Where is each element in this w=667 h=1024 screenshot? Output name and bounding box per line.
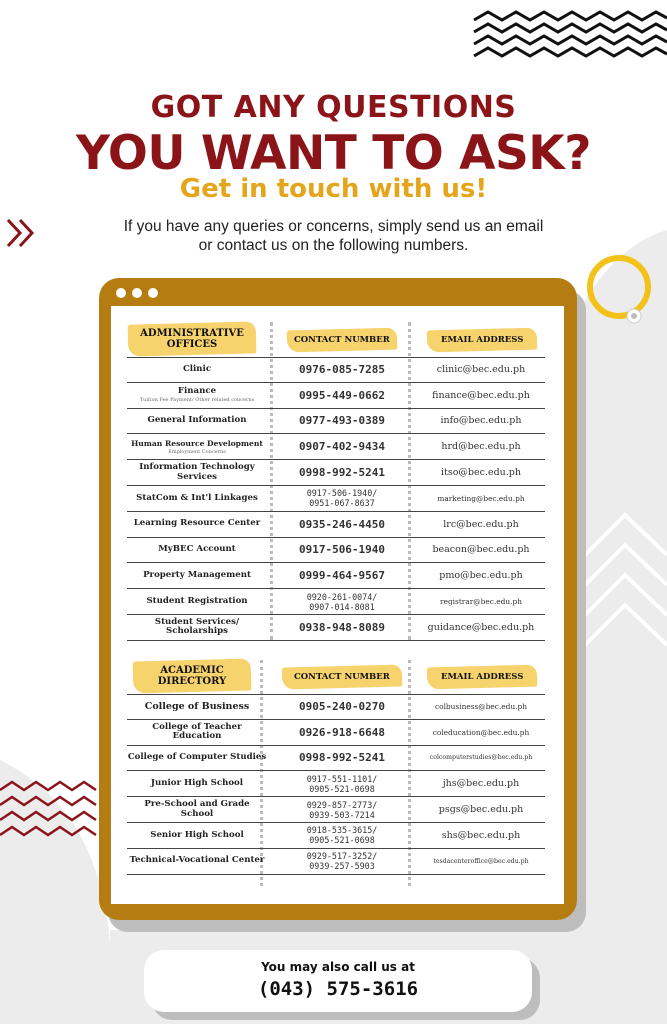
main-phone-number[interactable]: (043) 575-3616 [257,978,419,1000]
office-name: StatCom & Int'l Linkages [136,492,258,503]
academic-header-row [127,658,545,694]
table-row [127,357,545,383]
phone-number[interactable]: 0917-506-1940 [298,543,386,557]
phone-number[interactable]: 0929-517-3252/ 0939-257-5903 [306,851,378,872]
table-row [127,486,545,512]
table-row [127,694,545,720]
phone-number[interactable]: 0995-449-0662 [298,388,386,402]
email-address[interactable]: colbusiness@bec.edu.ph [434,702,527,712]
table-row [127,383,545,409]
department-name: Technical-Vocational Center [129,855,265,866]
call-us-box [144,950,532,1012]
admin-email-header: EMAIL ADDRESS [427,328,538,353]
office-name: Student Services/ Scholarships [154,616,240,637]
table-row [127,823,545,849]
office-name: Information Technology Services [139,462,255,482]
department-name: Senior High School [150,829,244,840]
phone-number[interactable]: 0999-464-9567 [298,569,386,583]
table-row [127,563,545,589]
email-address[interactable]: clinic@bec.edu.ph [436,364,526,376]
administrative-offices-section [127,321,545,641]
table-row [127,434,545,460]
table-row [127,746,545,772]
office-name: Clinic [182,364,212,375]
email-address[interactable]: info@bec.edu.ph [440,415,522,427]
admin-contact-header: CONTACT NUMBER [287,328,398,353]
email-address[interactable]: hrd@bec.edu.ph [441,441,521,453]
admin-header-row [127,321,545,357]
admin-office-header: ADMINISTRATIVE OFFICES [127,321,257,357]
office-name: Learning Resource Center [133,518,261,529]
email-address[interactable]: itso@bec.edu.ph [440,467,522,479]
phone-number[interactable]: 0917-506-1940/ 0951-067-8637 [306,488,378,509]
headline-line-3: Get in touch with us! [179,174,488,204]
table-row [127,512,545,538]
office-name: MyBEC Account [158,544,236,555]
table-row [127,720,545,746]
phone-number[interactable]: 0998-992-5241 [298,466,386,480]
phone-number[interactable]: 0920-261-0074/ 0907-014-8081 [306,591,378,612]
email-address[interactable]: lrc@bec.edu.ph [443,518,519,530]
office-name: General Information [147,415,247,426]
office-name: Human Resource Development Employment Concerns [131,439,263,455]
academic-email-header: EMAIL ADDRESS [427,665,538,690]
email-address[interactable]: marketing@bec.edu.ph [437,493,525,503]
email-address[interactable]: psgs@bec.edu.ph [438,804,524,816]
phone-number[interactable]: 0935-246-4450 [298,517,386,531]
academic-office-header: ACADEMIC DIRECTORY [127,658,257,694]
email-address[interactable]: jhs@bec.edu.ph [442,778,520,790]
email-address[interactable]: beacon@bec.edu.ph [432,544,530,556]
table-row [127,797,545,823]
department-name: College of Teacher Education [152,721,242,742]
table-row [127,615,545,641]
department-name: Junior High School [150,778,244,789]
phone-number[interactable]: 0998-992-5241 [298,751,386,765]
table-row [127,589,545,615]
department-name: College of Computer Studies [127,752,267,763]
headline-line-1: GOT ANY QUESTIONS [150,90,517,125]
email-address[interactable]: guidance@bec.edu.ph [427,621,535,633]
academic-contact-header: CONTACT NUMBER [282,664,403,689]
email-address[interactable]: tesdacenteroffice@bec.edu.ph [433,857,529,865]
table-row [127,538,545,564]
phone-number[interactable]: 0977-493-0389 [298,414,386,428]
table-row [127,849,545,875]
office-name: Finance Tuition Fee Payment/ Other related concerns [139,386,255,403]
email-address[interactable]: coleducation@bec.edu.ph [432,727,530,737]
email-address[interactable]: registrar@bec.edu.ph [440,597,522,607]
office-name: Student Registration [146,595,248,606]
office-name: Property Management [143,570,251,581]
phone-number[interactable]: 0929-857-2773/ 0939-503-7214 [306,799,378,820]
email-address[interactable]: finance@bec.edu.ph [432,389,530,401]
headline-line-2: YOU WANT TO ASK? [76,126,591,181]
phone-number[interactable]: 0938-948-8089 [298,620,386,634]
intro-text: If you have any queries or concerns, simply send us an email or contact us on the following numbers. [123,218,544,254]
email-address[interactable]: pmo@bec.edu.ph [439,570,523,582]
phone-number[interactable]: 0917-551-1101/ 0905-521-0698 [306,773,378,794]
phone-number[interactable]: 0926-918-6648 [298,725,386,739]
department-name: Pre-School and Grade School [144,799,250,819]
table-row [127,771,545,797]
department-name: College of Business [144,701,250,713]
email-address[interactable]: colcomputerstudies@bec.edu.ph [429,754,533,762]
call-us-label: You may also call us at [261,960,415,974]
phone-number[interactable]: 0905-240-0270 [298,700,386,714]
table-row [127,409,545,435]
phone-number[interactable]: 0976-085-7285 [298,363,386,377]
window-dots [116,288,158,298]
table-row [127,460,545,486]
email-address[interactable]: shs@bec.edu.ph [441,829,521,841]
phone-number[interactable]: 0907-402-9434 [298,440,386,454]
phone-number[interactable]: 0918-535-3615/ 0905-521-0698 [306,825,378,846]
academic-directory-section [127,658,545,875]
